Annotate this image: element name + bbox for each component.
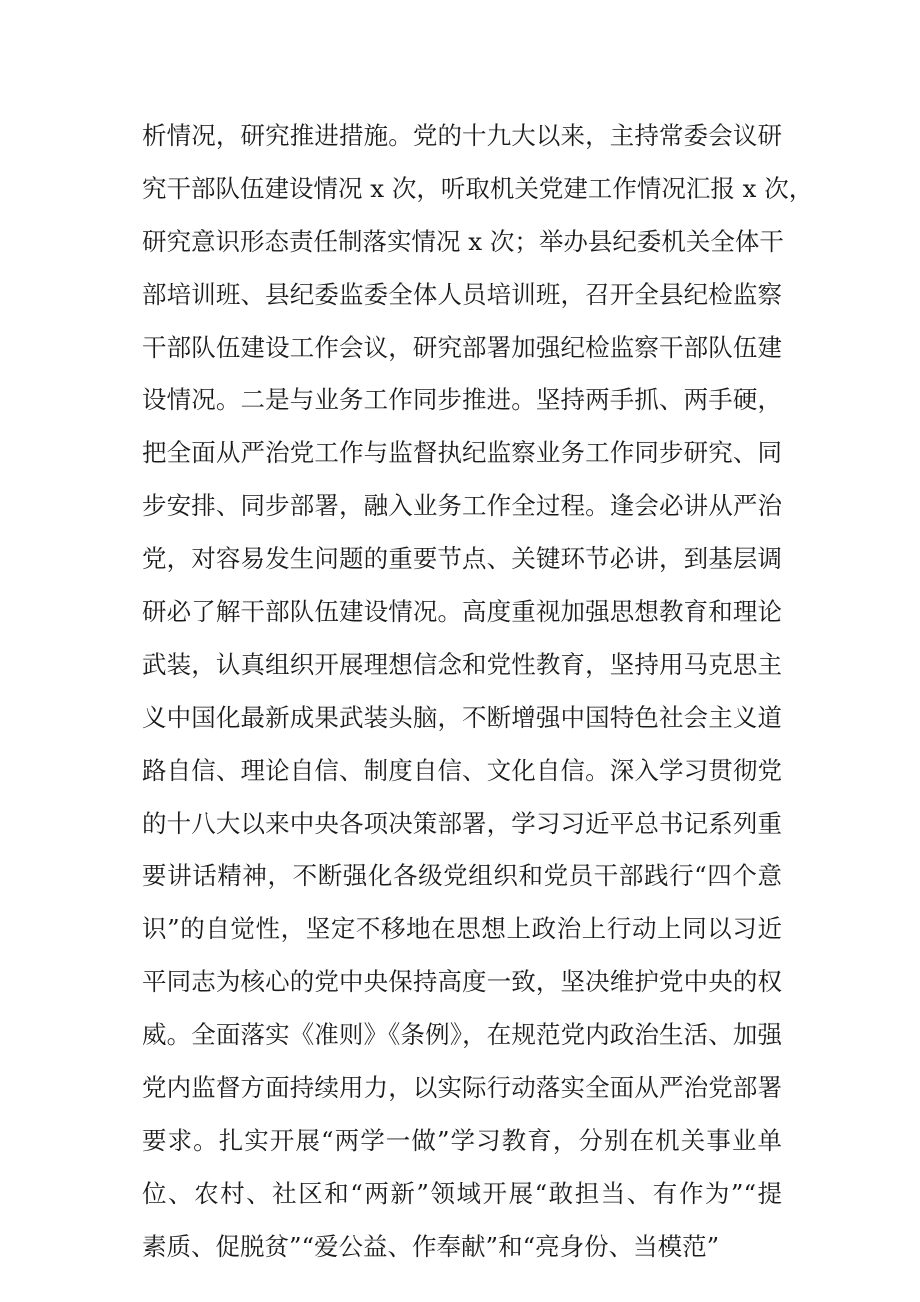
text-line-15: 要讲话精神，不断强化各级党组织和党员干部践行“四个意 — [142, 861, 782, 891]
text-line-2: 究干部队伍建设情况 x 次，听取机关党建工作情况汇报 x 次， — [142, 173, 814, 203]
text-line-17: 平同志为核心的党中央保持高度一致，坚决维护党中央的权 — [142, 967, 782, 997]
text-line-11: 武装，认真组织开展理想信念和党性教育，坚持用马克思主 — [142, 649, 782, 679]
text-line-22: 素质、促脱贫”“爱公益、作奉献”和“亮身份、当模范” — [142, 1231, 720, 1261]
text-line-3: 研究意识形态责任制落实情况 x 次；举办县纪委机关全体干 — [142, 226, 784, 256]
text-line-13: 路自信、理论自信、制度自信、文化自信。深入学习贯彻党 — [142, 755, 782, 785]
text-line-16: 识”的自觉性，坚定不移地在思想上政治上行动上同以习近 — [142, 914, 782, 944]
text-line-20: 要求。扎实开展“两学一做”学习教育，分别在机关事业单 — [142, 1125, 782, 1155]
text-line-6: 设情况。二是与业务工作同步推进。坚持两手抓、两手硬， — [142, 385, 782, 415]
text-line-9: 党，对容易发生问题的重要节点、关键环节必讲，到基层调 — [142, 544, 782, 574]
text-line-7: 把全面从严治党工作与监督执纪监察业务工作同步研究、同 — [142, 438, 782, 468]
text-line-19: 党内监督方面持续用力，以实际行动落实全面从严治党部署 — [142, 1073, 782, 1103]
text-line-1: 析情况，研究推进措施。党的十九大以来，主持常委会议研 — [142, 121, 782, 150]
text-line-10: 研必了解干部队伍建设情况。高度重视加强思想教育和理论 — [142, 597, 782, 627]
text-line-14: 的十八大以来中央各项决策部署，学习习近平总书记系列重 — [142, 808, 782, 838]
body-text — [142, 110, 814, 1274]
text-line-8: 步安排、同步部署，融入业务工作全过程。逢会必讲从严治 — [142, 491, 782, 521]
text-line-5: 干部队伍建设工作会议，研究部署加强纪检监察干部队伍建 — [142, 332, 782, 362]
text-line-18: 威。全面落实《准则》《条例》，在规范党内政治生活、加强 — [142, 1020, 782, 1050]
text-line-21: 位、农村、社区和“两新”领域开展“敢担当、有作为”“提 — [142, 1178, 782, 1208]
text-line-12: 义中国化最新成果武装头脑，不断增强中国特色社会主义道 — [142, 702, 782, 732]
text-line-4: 部培训班、县纪委监委全体人员培训班，召开全县纪检监察 — [142, 279, 782, 309]
